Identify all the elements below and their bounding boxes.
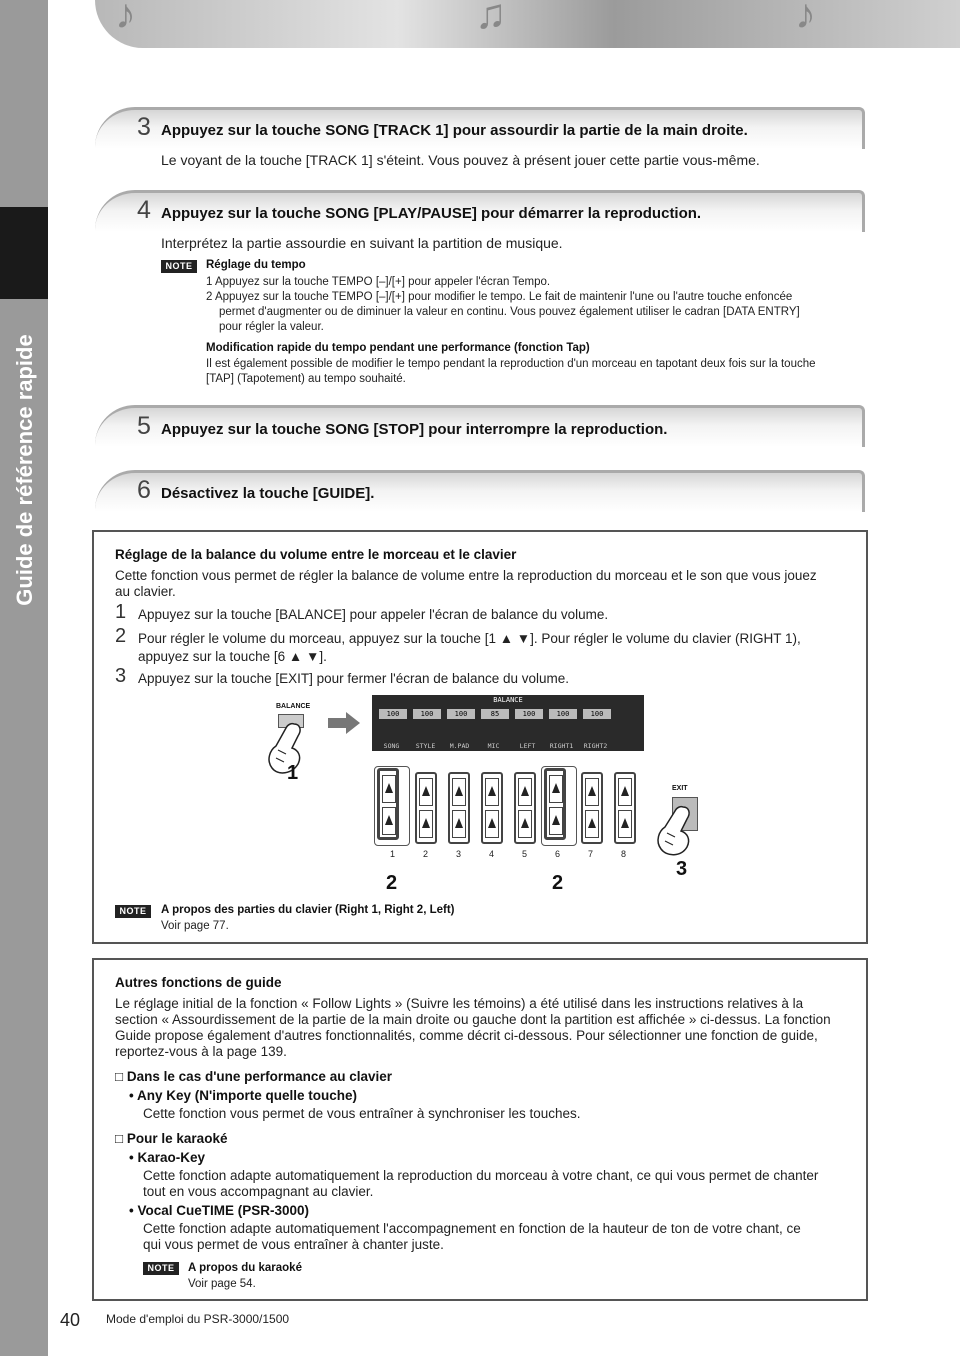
- callout-2: 2: [552, 872, 564, 894]
- page-number: 40: [60, 1310, 81, 1330]
- knob-number: 3: [456, 849, 462, 859]
- guide-bullet-title: • Vocal CueTIME (PSR-3000): [129, 1203, 310, 1218]
- finger-icon: [655, 803, 701, 859]
- step-3-number: 3: [137, 113, 151, 141]
- exit-button-label: EXIT: [672, 785, 688, 792]
- knob-button-5[interactable]: [514, 772, 536, 844]
- knob-number: 7: [588, 849, 594, 859]
- balance-title: Réglage de la balance du volume entre le morceau et le clavier: [115, 547, 517, 562]
- note-keyboard-parts-title: A propos des parties du clavier (Right 1, Right 2, Left): [161, 904, 455, 916]
- slider-value: 100: [447, 709, 475, 719]
- note-karaoke-title: A propos du karaoké: [188, 1262, 302, 1274]
- guide-bullet-title: • Any Key (N'importe quelle touche): [129, 1088, 357, 1103]
- guide-bullet-text: Cette fonction vous permet de vous entraîner à synchroniser les touches.: [143, 1106, 581, 1121]
- sidebar: [0, 0, 48, 1356]
- note-tempo-line: 2 Appuyez sur la touche TEMPO [–]/[+] pour modifier le tempo. Le fait de maintenir l'une ou l'autre touche enfoncée: [206, 291, 793, 303]
- balance-slider: [510, 699, 543, 750]
- slider-name: LEFT: [519, 742, 536, 750]
- note-keyboard-parts-text: Voir page 77.: [161, 920, 229, 932]
- guide-bullet-text: qui vous permet de vous entraîner à chanter juste.: [143, 1237, 444, 1252]
- knob-button-4[interactable]: [481, 772, 503, 844]
- balance-screen: [372, 695, 644, 751]
- step-3-text: Le voyant de la touche [TRACK 1] s'éteint. Vous pouvez à présent jouer cette partie vous-même.: [161, 152, 760, 168]
- balance-paragraph: au clavier.: [115, 584, 176, 599]
- balance-slider: [578, 699, 611, 750]
- guide-bullet-text: Cette fonction adapte automatiquement la reproduction du morceau à votre chant, ce qui vous permet de chanter: [143, 1168, 819, 1183]
- callout-2: 2: [386, 872, 398, 894]
- note-karaoke-text: Voir page 54.: [188, 1278, 256, 1290]
- knob-button-7[interactable]: [581, 772, 603, 844]
- arrow-right-icon: [326, 710, 362, 736]
- guide-bullet-text: Cette fonction adapte automatiquement l'accompagnement en fonction de la hauteur de ton de votre chant, ce: [143, 1221, 801, 1236]
- balance-step-number: 3: [115, 665, 127, 687]
- balance-step: Appuyez sur la touche [BALANCE] pour appeler l'écran de balance du volume.: [138, 607, 609, 622]
- slider-value: 85: [481, 709, 509, 719]
- note-tempo-title: Réglage du tempo: [206, 259, 306, 271]
- guide-paragraph: Guide propose également d'autres fonctionnalités, comme décrit ci-dessous. Pour sélectionner une fonction de guide,: [115, 1028, 818, 1043]
- knob-number: 1: [390, 849, 396, 859]
- balance-slider: [476, 699, 509, 750]
- guide-bullet-title: • Karao-Key: [129, 1150, 206, 1165]
- slider-name: STYLE: [415, 742, 436, 750]
- step-3-title: Appuyez sur la touche SONG [TRACK 1] pour assourdir la partie de la main droite.: [161, 122, 748, 139]
- guide-bullet-text: tout en vous accompagnant au clavier.: [143, 1184, 374, 1199]
- balance-step: Pour régler le volume du morceau, appuyez sur la touche [1 ▲ ▼]. Pour régler le volume du clavier (RIGHT 1),: [138, 631, 801, 646]
- balance-step: Appuyez sur la touche [EXIT] pour fermer l'écran de balance du volume.: [138, 671, 570, 686]
- slider-value: 100: [379, 709, 407, 719]
- note-tap-line: Il est également possible de modifier le tempo pendant la reproduction d'un morceau en tapotant deux fois sur la touche: [206, 358, 816, 370]
- slider-name: RIGHT2: [583, 742, 608, 750]
- guide-paragraph: section « Assourdissement de la partie de la main droite ou gauche dont la partition est affichée » ci-dessus. La fonction: [115, 1012, 831, 1027]
- note-tempo-line: permet d'augmenter ou de diminuer la valeur en continu. Vous pouvez également utiliser le cadran [DATA ENTRY]: [219, 306, 800, 318]
- balance-slider: [442, 699, 475, 750]
- balance-step: appuyez sur la touche [6 ▲ ▼].: [138, 649, 327, 664]
- balance-slider: [408, 699, 441, 750]
- step-6-title: Désactivez la touche [GUIDE].: [161, 485, 375, 502]
- footer-text: Mode d'emploi du PSR-3000/1500: [106, 1312, 290, 1326]
- callout-3: 3: [676, 858, 688, 880]
- balance-screen-title: BALANCE: [493, 696, 523, 704]
- balance-paragraph: Cette fonction vous permet de régler la balance de volume entre la reproduction du morceau et le son que vous jouez: [115, 568, 817, 583]
- guide-heading: □ Pour le karaoké: [115, 1131, 228, 1146]
- knob-highlight-1: [374, 766, 410, 846]
- guide-title: Autres fonctions de guide: [115, 975, 282, 990]
- note-tempo-line: 1 Appuyez sur la touche TEMPO [–]/[+] pour appeler l'écran Tempo.: [206, 276, 551, 288]
- slider-name: RIGHT1: [549, 742, 574, 750]
- knob-number: 6: [555, 849, 561, 859]
- step-4-text: Interprétez la partie assourdie en suivant la partition de musique.: [161, 235, 563, 251]
- sidebar-marker: [0, 207, 48, 299]
- knob-number: 2: [423, 849, 429, 859]
- note-badge: NOTE: [161, 260, 197, 273]
- balance-step-number: 2: [115, 625, 127, 647]
- step-4-title: Appuyez sur la touche SONG [PLAY/PAUSE] pour démarrer la reproduction.: [161, 205, 702, 222]
- step-4-number: 4: [137, 196, 151, 224]
- step-5-number: 5: [137, 412, 151, 440]
- slider-value: 100: [549, 709, 577, 719]
- step-6-number: 6: [137, 476, 151, 504]
- step-5-title: Appuyez sur la touche SONG [STOP] pour interrompre la reproduction.: [161, 421, 668, 438]
- guide-paragraph: Le réglage initial de la fonction « Follow Lights » (Suivre les témoins) a été utilisé dans les instructions relatives à la: [115, 996, 804, 1011]
- balance-button-label: BALANCE: [276, 703, 311, 710]
- callout-1: 1: [287, 762, 299, 784]
- header-banner: ♪ ♫ ♪: [95, 0, 960, 48]
- knob-number: 5: [522, 849, 528, 859]
- slider-value: 100: [515, 709, 543, 719]
- slider-name: M.PAD: [449, 742, 470, 750]
- sidebar-title: Guide de référence rapide: [12, 334, 37, 606]
- note-badge: NOTE: [143, 1262, 179, 1275]
- guide-heading: □ Dans le cas d'une performance au clavier: [115, 1069, 392, 1084]
- slider-name: MIC: [487, 742, 500, 750]
- note-tempo-line: pour régler la valeur.: [219, 321, 324, 333]
- note-tap-line: [TAP] (Tapotement) au tempo souhaité.: [206, 373, 406, 385]
- balance-slider: [374, 699, 407, 750]
- knob-number: 8: [621, 849, 627, 859]
- knob-number: 4: [489, 849, 495, 859]
- balance-step-number: 1: [115, 601, 127, 623]
- note-badge: NOTE: [115, 905, 151, 918]
- note-tap-title: Modification rapide du tempo pendant une performance (fonction Tap): [206, 342, 590, 354]
- balance-slider: [544, 699, 577, 750]
- guide-paragraph: reportez-vous à la page 139.: [115, 1044, 287, 1059]
- knob-button-3[interactable]: [448, 772, 470, 844]
- knob-button-2[interactable]: [415, 772, 437, 844]
- knob-highlight-6: [541, 766, 577, 846]
- slider-value: 100: [583, 709, 611, 719]
- knob-button-8[interactable]: [614, 772, 636, 844]
- slider-value: 100: [413, 709, 441, 719]
- slider-name: SONG: [383, 742, 400, 750]
